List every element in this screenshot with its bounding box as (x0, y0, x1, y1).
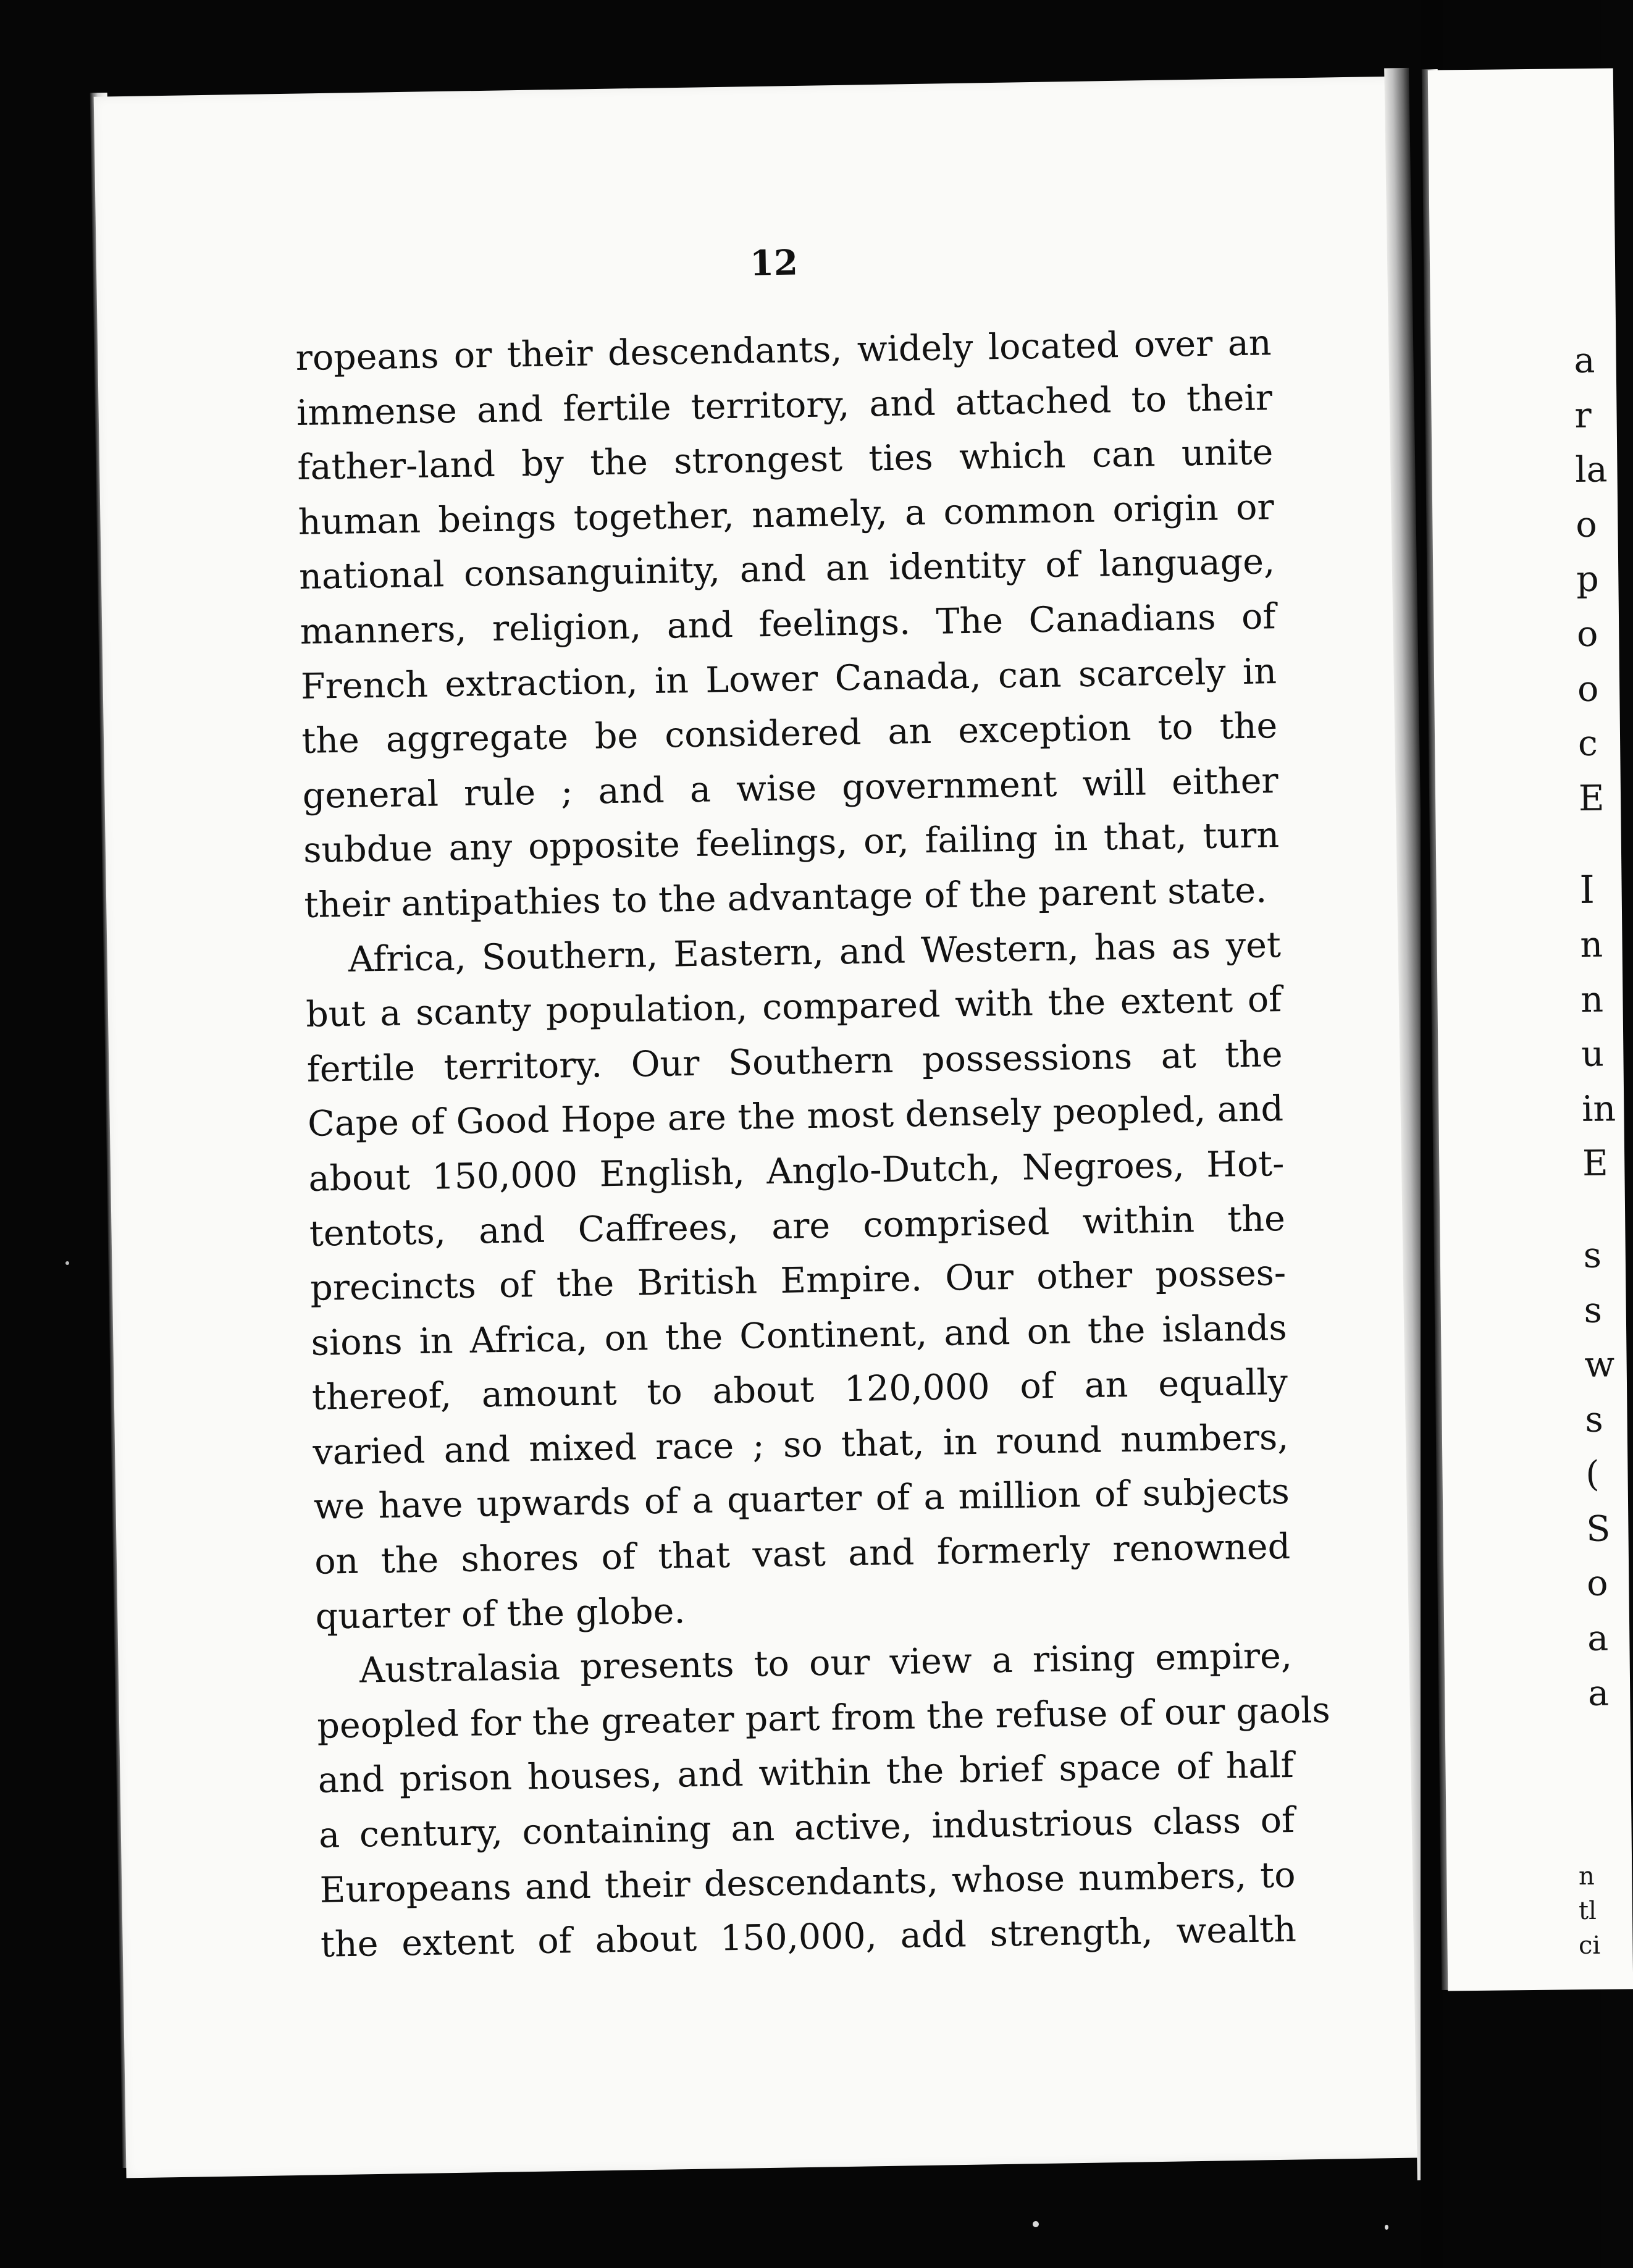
facing-fragment: E (1582, 1143, 1609, 1185)
facing-fragment: s (1584, 1290, 1603, 1331)
facing-small-fragment: n (1579, 1862, 1595, 1891)
facing-fragment: o (1576, 613, 1598, 655)
facing-fragment: n (1580, 979, 1604, 1020)
facing-fragment: ( (1585, 1453, 1600, 1495)
text-line: the extent of about 150,000, add strength, wealth (320, 1909, 1297, 1965)
dust-speck (65, 1261, 69, 1265)
facing-fragment: a (1574, 340, 1595, 381)
text-line: their antipathies to the advantage of the parent state. (304, 870, 1267, 926)
text-line: tentots, and Caffrees, are comprised within the (309, 1198, 1286, 1254)
text-line: about 150,000 English, Anglo-Dutch, Negroes, Hot- (308, 1143, 1285, 1199)
facing-fragment: la (1574, 449, 1608, 491)
facing-fragment: a (1587, 1673, 1610, 1714)
text-line: subdue any opposite feelings, or, failing in that, turn (303, 815, 1280, 872)
facing-fragment: n (1580, 924, 1603, 965)
text-line: national consanguinity, and an identity of language, (298, 541, 1275, 598)
text-line: immense and fertile territory, and attached to their (296, 377, 1273, 434)
facing-fragment: in (1581, 1088, 1616, 1130)
text-line: we have upwards of a quarter of a million of subjects (313, 1471, 1290, 1528)
facing-fragment: w (1584, 1344, 1615, 1386)
text-line: sions in Africa, on the Continent, and on the islands (311, 1307, 1288, 1364)
facing-fragment: r (1574, 395, 1592, 436)
text-line: on the shores of that vast and formerly renowned (314, 1526, 1291, 1582)
facing-small-fragment: tl (1579, 1897, 1597, 1925)
facing-fragment: E (1578, 778, 1605, 819)
facing-page-footnote (1579, 1859, 1603, 1963)
body-text (295, 316, 1331, 1972)
text-line: varied and mixed race ; so that, in round numbers, (313, 1416, 1289, 1473)
text-line: Europeans and their descendants, whose numbers, to (319, 1854, 1296, 1911)
text-line: Australasia presents to our view a rising empire, (359, 1636, 1293, 1691)
facing-fragment: I (1579, 867, 1595, 913)
facing-fragment: p (1576, 558, 1600, 600)
facing-fragment: c (1577, 723, 1598, 765)
facing-fragment: u (1581, 1033, 1605, 1075)
text-line: manners, religion, and feelings. The Canadians of (300, 596, 1276, 652)
dust-speck (1385, 2225, 1388, 2230)
text-line: a century, containing an active, industrious class of (318, 1799, 1295, 1856)
facing-fragment: S (1585, 1508, 1611, 1550)
facing-fragment: s (1585, 1399, 1604, 1440)
text-line: quarter of the globe. (315, 1590, 686, 1637)
text-line: Africa, Southern, Eastern, and Western, has as yet (348, 924, 1282, 980)
text-line: general rule ; and a wise government will either (302, 760, 1279, 817)
text-line: peopled for the greater part from the refuse of our gaols (316, 1689, 1331, 1747)
text-line: ropeans or their descendants, widely located over an (295, 322, 1272, 379)
text-line: fertile territory. Our Southern possessions at the (306, 1033, 1283, 1090)
text-line: thereof, amount to about 120,000 of an equally (311, 1362, 1288, 1419)
page-number: 12 (749, 242, 799, 284)
text-line: and prison houses, and within the brief space of half (317, 1745, 1295, 1802)
text-line: Cape of Good Hope are the most densely peopled, and (307, 1088, 1284, 1145)
text-line: father-land by the strongest ties which can unite (296, 432, 1274, 489)
facing-small-fragment: ci (1579, 1931, 1601, 1960)
facing-fragment: o (1586, 1563, 1608, 1605)
text-line: French extraction, in Lower Canada, can scarcely in (300, 650, 1277, 707)
facing-fragment: s (1583, 1235, 1602, 1276)
facing-fragment: o (1577, 668, 1599, 710)
text-line: the aggregate be considered an exception to the (301, 705, 1278, 762)
text-line: precincts of the British Empire. Our other posses- (309, 1253, 1287, 1309)
facing-fragment: o (1575, 504, 1597, 545)
dust-speck (1033, 2221, 1039, 2227)
text-line: human beings together, namely, a common origin or (298, 486, 1275, 543)
facing-fragment: a (1587, 1618, 1609, 1659)
text-line: but a scanty population, compared with the extent of (305, 979, 1282, 1035)
